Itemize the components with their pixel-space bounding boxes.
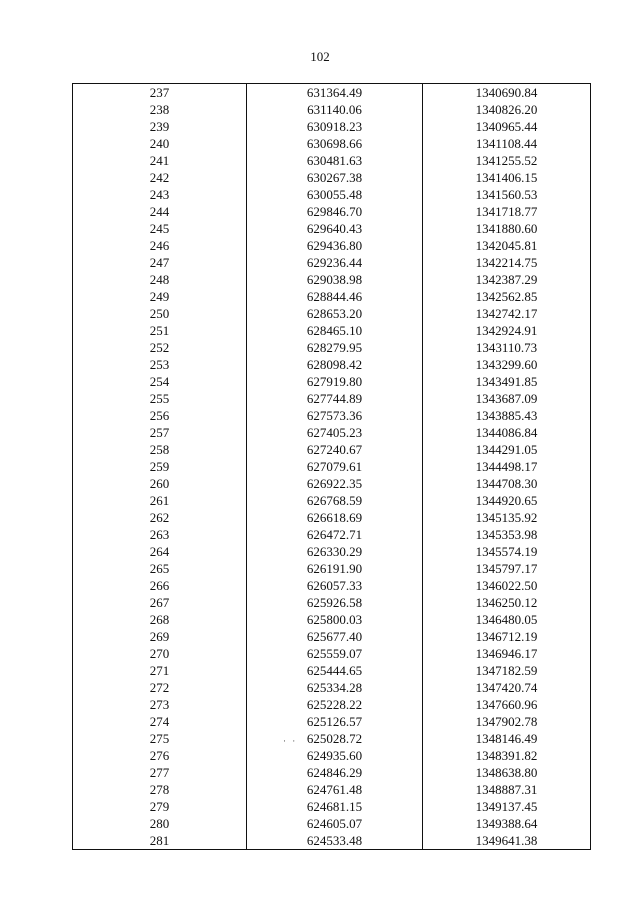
table-row	[73, 186, 591, 203]
x-coordinate-cell: 626922.35	[247, 475, 423, 492]
y-coordinate-cell: 1347420.74	[423, 679, 591, 696]
table-row	[73, 492, 591, 509]
y-coordinate-cell: 1348887.31	[423, 781, 591, 798]
y-coordinate-cell: 1343885.43	[423, 407, 591, 424]
x-coordinate-cell: 624533.48	[247, 832, 423, 850]
table-row	[73, 781, 591, 798]
y-coordinate-cell: 1348146.49	[423, 730, 591, 747]
x-coordinate-cell: 629846.70	[247, 203, 423, 220]
y-coordinate-cell: 1346250.12	[423, 594, 591, 611]
point-number-cell: 238	[73, 101, 247, 118]
table-row	[73, 747, 591, 764]
point-number-cell: 265	[73, 560, 247, 577]
point-number-cell: 254	[73, 373, 247, 390]
point-number-cell: 276	[73, 747, 247, 764]
table-row	[73, 560, 591, 577]
table-row	[73, 203, 591, 220]
y-coordinate-cell: 1349641.38	[423, 832, 591, 850]
x-coordinate-cell: 625334.28	[247, 679, 423, 696]
table-row	[73, 713, 591, 730]
x-coordinate-cell: 630918.23	[247, 118, 423, 135]
table-row	[73, 220, 591, 237]
table-row	[73, 424, 591, 441]
point-number-cell: 281	[73, 832, 247, 850]
x-coordinate-cell: 628098.42	[247, 356, 423, 373]
x-coordinate-cell: 628279.95	[247, 339, 423, 356]
table-row	[73, 662, 591, 679]
x-coordinate-cell: 629038.98	[247, 271, 423, 288]
y-coordinate-cell: 1341108.44	[423, 135, 591, 152]
y-coordinate-cell: 1341718.77	[423, 203, 591, 220]
point-number-cell: 260	[73, 475, 247, 492]
x-coordinate-cell: 629436.80	[247, 237, 423, 254]
x-coordinate-cell: 630481.63	[247, 152, 423, 169]
y-coordinate-cell: 1343687.09	[423, 390, 591, 407]
point-number-cell: 274	[73, 713, 247, 730]
table-row	[73, 118, 591, 135]
y-coordinate-cell: 1343299.60	[423, 356, 591, 373]
table-row	[73, 832, 591, 850]
y-coordinate-cell: 1342924.91	[423, 322, 591, 339]
x-coordinate-cell: 626472.71	[247, 526, 423, 543]
point-number-cell: 277	[73, 764, 247, 781]
table-row	[73, 815, 591, 832]
y-coordinate-cell: 1342562.85	[423, 288, 591, 305]
point-number-cell: 259	[73, 458, 247, 475]
x-coordinate-cell: 624761.48	[247, 781, 423, 798]
point-number-cell: 248	[73, 271, 247, 288]
x-coordinate-cell: 629236.44	[247, 254, 423, 271]
y-coordinate-cell: 1344291.05	[423, 441, 591, 458]
table-row	[73, 696, 591, 713]
point-number-cell: 251	[73, 322, 247, 339]
x-coordinate-cell: 631364.49	[247, 84, 423, 102]
x-coordinate-cell: 626057.33	[247, 577, 423, 594]
point-number-cell: 237	[73, 84, 247, 102]
y-coordinate-cell: 1342045.81	[423, 237, 591, 254]
y-coordinate-cell: 1345797.17	[423, 560, 591, 577]
x-coordinate-cell: 624605.07	[247, 815, 423, 832]
x-coordinate-cell: 628465.10	[247, 322, 423, 339]
table-row	[73, 577, 591, 594]
table-row	[73, 543, 591, 560]
x-coordinate-cell: 625028.72	[247, 730, 423, 747]
point-number-cell: 270	[73, 645, 247, 662]
point-number-cell: 247	[73, 254, 247, 271]
y-coordinate-cell: 1341406.15	[423, 169, 591, 186]
table-row	[73, 509, 591, 526]
y-coordinate-cell: 1340690.84	[423, 84, 591, 102]
x-coordinate-cell: 624681.15	[247, 798, 423, 815]
y-coordinate-cell: 1347660.96	[423, 696, 591, 713]
point-number-cell: 253	[73, 356, 247, 373]
y-coordinate-cell: 1341255.52	[423, 152, 591, 169]
point-number-cell: 256	[73, 407, 247, 424]
table-row	[73, 135, 591, 152]
point-number-cell: 245	[73, 220, 247, 237]
x-coordinate-cell: 630267.38	[247, 169, 423, 186]
y-coordinate-cell: 1344498.17	[423, 458, 591, 475]
x-coordinate-cell: 630055.48	[247, 186, 423, 203]
point-number-cell: 255	[73, 390, 247, 407]
x-coordinate-cell: 627744.89	[247, 390, 423, 407]
table-row	[73, 237, 591, 254]
point-number-cell: 258	[73, 441, 247, 458]
x-coordinate-cell: 625559.07	[247, 645, 423, 662]
x-coordinate-cell: 627573.36	[247, 407, 423, 424]
table-row	[73, 339, 591, 356]
table-row	[73, 730, 591, 747]
y-coordinate-cell: 1345353.98	[423, 526, 591, 543]
table-row	[73, 101, 591, 118]
x-coordinate-cell: 628844.46	[247, 288, 423, 305]
table-row	[73, 441, 591, 458]
table-row	[73, 798, 591, 815]
y-coordinate-cell: 1341880.60	[423, 220, 591, 237]
table-row	[73, 152, 591, 169]
table-row	[73, 254, 591, 271]
y-coordinate-cell: 1345574.19	[423, 543, 591, 560]
point-number-cell: 263	[73, 526, 247, 543]
table-row	[73, 390, 591, 407]
point-number-cell: 240	[73, 135, 247, 152]
table-row	[73, 305, 591, 322]
x-coordinate-cell: 626330.29	[247, 543, 423, 560]
y-coordinate-cell: 1346480.05	[423, 611, 591, 628]
y-coordinate-cell: 1341560.53	[423, 186, 591, 203]
x-coordinate-cell: 631140.06	[247, 101, 423, 118]
table-row	[73, 373, 591, 390]
y-coordinate-cell: 1349388.64	[423, 815, 591, 832]
x-coordinate-cell: 624935.60	[247, 747, 423, 764]
point-number-cell: 278	[73, 781, 247, 798]
point-number-cell: 261	[73, 492, 247, 509]
coordinates-table	[72, 83, 591, 850]
table-row	[73, 475, 591, 492]
y-coordinate-cell: 1348391.82	[423, 747, 591, 764]
y-coordinate-cell: 1344708.30	[423, 475, 591, 492]
x-coordinate-cell: 624846.29	[247, 764, 423, 781]
table-row	[73, 407, 591, 424]
x-coordinate-cell: 627919.80	[247, 373, 423, 390]
point-number-cell: 273	[73, 696, 247, 713]
x-coordinate-cell: 626618.69	[247, 509, 423, 526]
y-coordinate-cell: 1347182.59	[423, 662, 591, 679]
page-number: 102	[310, 49, 330, 64]
table-row	[73, 611, 591, 628]
point-number-cell: 249	[73, 288, 247, 305]
y-coordinate-cell: 1340826.20	[423, 101, 591, 118]
x-coordinate-cell: 630698.66	[247, 135, 423, 152]
y-coordinate-cell: 1343110.73	[423, 339, 591, 356]
y-coordinate-cell: 1343491.85	[423, 373, 591, 390]
x-coordinate-cell: 625677.40	[247, 628, 423, 645]
y-coordinate-cell: 1346712.19	[423, 628, 591, 645]
table-row	[73, 169, 591, 186]
table-row	[73, 645, 591, 662]
point-number-cell: 246	[73, 237, 247, 254]
table-row	[73, 288, 591, 305]
y-coordinate-cell: 1348638.80	[423, 764, 591, 781]
x-coordinate-cell: 627079.61	[247, 458, 423, 475]
point-number-cell: 280	[73, 815, 247, 832]
point-number-cell: 267	[73, 594, 247, 611]
table-row	[73, 679, 591, 696]
x-coordinate-cell: 627240.67	[247, 441, 423, 458]
table-row	[73, 322, 591, 339]
coordinates-table-body	[73, 84, 591, 850]
y-coordinate-cell: 1344086.84	[423, 424, 591, 441]
point-number-cell: 262	[73, 509, 247, 526]
table-row	[73, 764, 591, 781]
point-number-cell: 239	[73, 118, 247, 135]
x-coordinate-cell: 625228.22	[247, 696, 423, 713]
y-coordinate-cell: 1342214.75	[423, 254, 591, 271]
point-number-cell: 242	[73, 169, 247, 186]
point-number-cell: 269	[73, 628, 247, 645]
table-row	[73, 458, 591, 475]
y-coordinate-cell: 1345135.92	[423, 509, 591, 526]
x-coordinate-cell: 625126.57	[247, 713, 423, 730]
y-coordinate-cell: 1342742.17	[423, 305, 591, 322]
y-coordinate-cell: 1346946.17	[423, 645, 591, 662]
point-number-cell: 271	[73, 662, 247, 679]
scan-mark: · ·	[283, 736, 298, 746]
y-coordinate-cell: 1349137.45	[423, 798, 591, 815]
x-coordinate-cell: 625800.03	[247, 611, 423, 628]
x-coordinate-cell: 628653.20	[247, 305, 423, 322]
point-number-cell: 279	[73, 798, 247, 815]
table-row	[73, 628, 591, 645]
y-coordinate-cell: 1346022.50	[423, 577, 591, 594]
y-coordinate-cell: 1342387.29	[423, 271, 591, 288]
y-coordinate-cell: 1344920.65	[423, 492, 591, 509]
x-coordinate-cell: 626768.59	[247, 492, 423, 509]
table-row	[73, 526, 591, 543]
x-coordinate-cell: 627405.23	[247, 424, 423, 441]
point-number-cell: 243	[73, 186, 247, 203]
y-coordinate-cell: 1340965.44	[423, 118, 591, 135]
table-row	[73, 594, 591, 611]
point-number-cell: 250	[73, 305, 247, 322]
table-row	[73, 356, 591, 373]
point-number-cell: 272	[73, 679, 247, 696]
point-number-cell: 252	[73, 339, 247, 356]
x-coordinate-cell: 625444.65	[247, 662, 423, 679]
point-number-cell: 241	[73, 152, 247, 169]
table-row	[73, 84, 591, 102]
x-coordinate-cell: 626191.90	[247, 560, 423, 577]
point-number-cell: 244	[73, 203, 247, 220]
x-coordinate-cell: 625926.58	[247, 594, 423, 611]
x-coordinate-cell: 629640.43	[247, 220, 423, 237]
point-number-cell: 275	[73, 730, 247, 747]
point-number-cell: 257	[73, 424, 247, 441]
table-row	[73, 271, 591, 288]
y-coordinate-cell: 1347902.78	[423, 713, 591, 730]
point-number-cell: 268	[73, 611, 247, 628]
point-number-cell: 264	[73, 543, 247, 560]
point-number-cell: 266	[73, 577, 247, 594]
